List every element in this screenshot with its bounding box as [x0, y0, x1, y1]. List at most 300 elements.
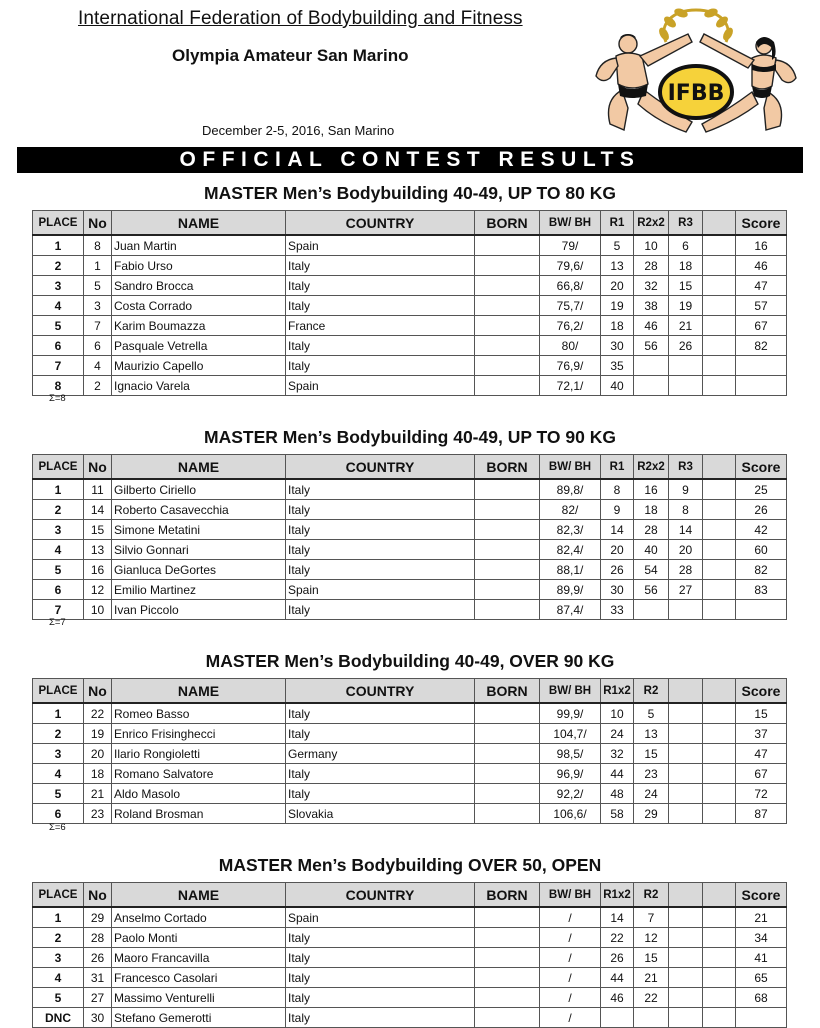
extra-cell [703, 1008, 736, 1028]
section-total-3: Σ=6 [49, 822, 66, 833]
table-row [33, 948, 787, 968]
born-cell [475, 724, 540, 744]
col-header: No [84, 679, 112, 704]
organization-title: International Federation of Bodybuilding and Fitness [78, 8, 523, 29]
name-cell: Roberto Casavecchia [112, 500, 286, 520]
table-header-row [33, 883, 787, 908]
col-header [703, 679, 736, 704]
round1-cell: 8 [601, 479, 634, 500]
round3-cell [669, 764, 703, 784]
col-header: R3 [669, 455, 703, 480]
table-row [33, 296, 787, 316]
round3-cell [669, 724, 703, 744]
country-cell: Italy [286, 356, 475, 376]
score-cell: 82 [736, 560, 787, 580]
name-cell: Maurizio Capello [112, 356, 286, 376]
score-cell: 57 [736, 296, 787, 316]
col-header: R2x2 [634, 455, 669, 480]
event-title: Olympia Amateur San Marino [172, 46, 409, 65]
extra-cell [703, 968, 736, 988]
name-cell: Ignacio Varela [112, 376, 286, 396]
round3-cell [669, 744, 703, 764]
score-cell: 21 [736, 907, 787, 928]
col-header: NAME [112, 211, 286, 236]
table-row [33, 744, 787, 764]
round3-cell: 26 [669, 336, 703, 356]
country-cell: Italy [286, 540, 475, 560]
score-cell: 83 [736, 580, 787, 600]
country-cell: Italy [286, 600, 475, 620]
born-cell [475, 276, 540, 296]
round2-cell [634, 600, 669, 620]
name-cell: Gianluca DeGortes [112, 560, 286, 580]
score-cell: 25 [736, 479, 787, 500]
section-title-3: MASTER Men’s Bodybuilding 40-49, OVER 90 KG [205, 651, 615, 671]
round1-cell: 5 [601, 235, 634, 256]
country-cell: Italy [286, 928, 475, 948]
col-header: Score [736, 883, 787, 908]
round3-cell [669, 948, 703, 968]
extra-cell [703, 276, 736, 296]
extra-cell [703, 580, 736, 600]
col-header: NAME [112, 455, 286, 480]
table-row [33, 540, 787, 560]
col-header [669, 679, 703, 704]
born-cell [475, 356, 540, 376]
score-cell: 37 [736, 724, 787, 744]
col-header: BORN [475, 211, 540, 236]
table-row [33, 256, 787, 276]
score-cell: 87 [736, 804, 787, 824]
extra-cell [703, 500, 736, 520]
number-cell: 28 [84, 928, 112, 948]
number-cell: 27 [84, 988, 112, 1008]
score-cell: 72 [736, 784, 787, 804]
bw-bh-cell: 92,2/ [540, 784, 601, 804]
place-cell: 7 [33, 600, 84, 620]
place-cell: 1 [33, 907, 84, 928]
round1-cell: 44 [601, 968, 634, 988]
section-title-4: MASTER Men’s Bodybuilding OVER 50, OPEN [218, 855, 602, 875]
round1-cell: 46 [601, 988, 634, 1008]
bw-bh-cell: 82,4/ [540, 540, 601, 560]
bw-bh-cell: 75,7/ [540, 296, 601, 316]
round3-cell [669, 600, 703, 620]
col-header: BW/ BH [540, 455, 601, 480]
number-cell: 3 [84, 296, 112, 316]
col-header: NAME [112, 679, 286, 704]
score-cell [736, 376, 787, 396]
table-row [33, 1008, 787, 1028]
name-cell: Ilario Rongioletti [112, 744, 286, 764]
round2-cell: 46 [634, 316, 669, 336]
bw-bh-cell: / [540, 907, 601, 928]
born-cell [475, 600, 540, 620]
col-header: NAME [112, 883, 286, 908]
name-cell: Enrico Frisinghecci [112, 724, 286, 744]
bw-bh-cell: / [540, 948, 601, 968]
country-cell: Italy [286, 948, 475, 968]
bw-bh-cell: 87,4/ [540, 600, 601, 620]
round1-cell: 26 [601, 560, 634, 580]
table-row [33, 479, 787, 500]
extra-cell [703, 316, 736, 336]
round2-cell: 16 [634, 479, 669, 500]
round2-cell [634, 1008, 669, 1028]
score-cell [736, 1008, 787, 1028]
table-row [33, 988, 787, 1008]
score-cell: 65 [736, 968, 787, 988]
bw-bh-cell: 79/ [540, 235, 601, 256]
section-title-2: MASTER Men’s Bodybuilding 40-49, UP TO 90 KG [204, 427, 616, 447]
section-total-1: Σ=8 [49, 393, 66, 404]
col-header: R3 [669, 211, 703, 236]
place-cell: 4 [33, 968, 84, 988]
born-cell [475, 764, 540, 784]
country-cell: Italy [286, 764, 475, 784]
round2-cell: 5 [634, 703, 669, 724]
table-row [33, 235, 787, 256]
extra-cell [703, 520, 736, 540]
born-cell [475, 804, 540, 824]
col-header [669, 883, 703, 908]
name-cell: Maoro Francavilla [112, 948, 286, 968]
score-cell: 67 [736, 764, 787, 784]
name-cell: Silvio Gonnari [112, 540, 286, 560]
name-cell: Fabio Urso [112, 256, 286, 276]
place-cell: 2 [33, 256, 84, 276]
round2-cell: 18 [634, 500, 669, 520]
born-cell [475, 907, 540, 928]
place-cell: 1 [33, 479, 84, 500]
country-cell: Italy [286, 968, 475, 988]
col-header: No [84, 883, 112, 908]
born-cell [475, 560, 540, 580]
round2-cell: 29 [634, 804, 669, 824]
round3-cell [669, 376, 703, 396]
name-cell: Romeo Basso [112, 703, 286, 724]
born-cell [475, 968, 540, 988]
round3-cell: 19 [669, 296, 703, 316]
round2-cell: 54 [634, 560, 669, 580]
table-header-row [33, 679, 787, 704]
number-cell: 11 [84, 479, 112, 500]
extra-cell [703, 235, 736, 256]
score-cell: 82 [736, 336, 787, 356]
country-cell: Italy [286, 336, 475, 356]
round2-cell: 13 [634, 724, 669, 744]
table-row [33, 356, 787, 376]
round3-cell: 20 [669, 540, 703, 560]
extra-cell [703, 479, 736, 500]
place-cell: 4 [33, 540, 84, 560]
bw-bh-cell: 104,7/ [540, 724, 601, 744]
col-header: R2x2 [634, 211, 669, 236]
round1-cell: 14 [601, 520, 634, 540]
place-cell: 4 [33, 296, 84, 316]
country-cell: Spain [286, 907, 475, 928]
round1-cell: 30 [601, 580, 634, 600]
round3-cell: 6 [669, 235, 703, 256]
place-cell: 5 [33, 316, 84, 336]
number-cell: 4 [84, 356, 112, 376]
bw-bh-cell: 89,9/ [540, 580, 601, 600]
extra-cell [703, 336, 736, 356]
score-cell [736, 356, 787, 376]
bw-bh-cell: 98,5/ [540, 744, 601, 764]
round1-cell: 30 [601, 336, 634, 356]
name-cell: Stefano Gemerotti [112, 1008, 286, 1028]
bw-bh-cell: 82,3/ [540, 520, 601, 540]
name-cell: Roland Brosman [112, 804, 286, 824]
col-header: R2 [634, 679, 669, 704]
born-cell [475, 316, 540, 336]
country-cell: Italy [286, 479, 475, 500]
col-header: BORN [475, 679, 540, 704]
name-cell: Francesco Casolari [112, 968, 286, 988]
extra-cell [703, 764, 736, 784]
section-title-1: MASTER Men’s Bodybuilding 40-49, UP TO 80 KG [204, 183, 616, 203]
table-row [33, 703, 787, 724]
ifbb-logo [588, 4, 804, 144]
place-cell: 3 [33, 948, 84, 968]
name-cell: Sandro Brocca [112, 276, 286, 296]
col-header: BW/ BH [540, 211, 601, 236]
logo-text: IFBB [667, 81, 725, 106]
round3-cell [669, 703, 703, 724]
place-cell: 3 [33, 744, 84, 764]
table-row [33, 276, 787, 296]
table-header-row [33, 211, 787, 236]
score-cell: 67 [736, 316, 787, 336]
score-cell: 15 [736, 703, 787, 724]
name-cell: Ivan Piccolo [112, 600, 286, 620]
country-cell: France [286, 316, 475, 336]
number-cell: 23 [84, 804, 112, 824]
extra-cell [703, 988, 736, 1008]
round3-cell [669, 784, 703, 804]
place-cell: 6 [33, 336, 84, 356]
round2-cell: 15 [634, 948, 669, 968]
born-cell [475, 928, 540, 948]
score-cell: 68 [736, 988, 787, 1008]
number-cell: 1 [84, 256, 112, 276]
country-cell: Italy [286, 276, 475, 296]
born-cell [475, 784, 540, 804]
number-cell: 22 [84, 703, 112, 724]
number-cell: 30 [84, 1008, 112, 1028]
country-cell: Italy [286, 256, 475, 276]
extra-cell [703, 600, 736, 620]
country-cell: Italy [286, 296, 475, 316]
place-cell: 2 [33, 500, 84, 520]
round1-cell: 24 [601, 724, 634, 744]
bw-bh-cell: 72,1/ [540, 376, 601, 396]
table-row [33, 580, 787, 600]
name-cell: Simone Metatini [112, 520, 286, 540]
born-cell [475, 948, 540, 968]
name-cell: Emilio Martinez [112, 580, 286, 600]
round2-cell: 10 [634, 235, 669, 256]
country-cell: Spain [286, 235, 475, 256]
extra-cell [703, 560, 736, 580]
number-cell: 5 [84, 276, 112, 296]
round2-cell: 38 [634, 296, 669, 316]
col-header: BW/ BH [540, 679, 601, 704]
table-row [33, 804, 787, 824]
number-cell: 7 [84, 316, 112, 336]
results-table-2 [32, 454, 787, 620]
place-cell: 8 [33, 376, 84, 396]
round2-cell: 28 [634, 256, 669, 276]
round3-cell: 15 [669, 276, 703, 296]
name-cell: Paolo Monti [112, 928, 286, 948]
round2-cell: 56 [634, 336, 669, 356]
extra-cell [703, 907, 736, 928]
col-header: Score [736, 455, 787, 480]
section-total-2: Σ=7 [49, 617, 66, 628]
col-header: COUNTRY [286, 679, 475, 704]
col-header: PLACE [33, 211, 84, 236]
bw-bh-cell: 106,6/ [540, 804, 601, 824]
round1-cell [601, 1008, 634, 1028]
col-header: R1x2 [601, 679, 634, 704]
round1-cell: 20 [601, 540, 634, 560]
born-cell [475, 376, 540, 396]
round2-cell: 32 [634, 276, 669, 296]
col-header: COUNTRY [286, 211, 475, 236]
col-header: COUNTRY [286, 455, 475, 480]
place-cell: 5 [33, 560, 84, 580]
col-header [703, 455, 736, 480]
round3-cell: 9 [669, 479, 703, 500]
score-cell: 46 [736, 256, 787, 276]
round1-cell: 48 [601, 784, 634, 804]
born-cell [475, 580, 540, 600]
number-cell: 29 [84, 907, 112, 928]
round1-cell: 35 [601, 356, 634, 376]
bw-bh-cell: 66,8/ [540, 276, 601, 296]
round1-cell: 26 [601, 948, 634, 968]
round2-cell: 12 [634, 928, 669, 948]
round1-cell: 18 [601, 316, 634, 336]
bw-bh-cell: 96,9/ [540, 764, 601, 784]
place-cell: 2 [33, 724, 84, 744]
table-row [33, 907, 787, 928]
country-cell: Germany [286, 744, 475, 764]
results-table-4 [32, 882, 787, 1028]
table-row [33, 316, 787, 336]
round2-cell: 22 [634, 988, 669, 1008]
round3-cell [669, 907, 703, 928]
score-cell: 41 [736, 948, 787, 968]
event-date: December 2-5, 2016, San Marino [202, 123, 395, 138]
extra-cell [703, 376, 736, 396]
col-header: R1x2 [601, 883, 634, 908]
name-cell: Karim Boumazza [112, 316, 286, 336]
place-cell: 1 [33, 703, 84, 724]
table-row [33, 784, 787, 804]
round2-cell [634, 376, 669, 396]
round1-cell: 58 [601, 804, 634, 824]
col-header: BW/ BH [540, 883, 601, 908]
col-header: No [84, 455, 112, 480]
number-cell: 2 [84, 376, 112, 396]
place-cell: 7 [33, 356, 84, 376]
number-cell: 18 [84, 764, 112, 784]
col-header [703, 211, 736, 236]
round3-cell: 27 [669, 580, 703, 600]
name-cell: Anselmo Cortado [112, 907, 286, 928]
bw-bh-cell: 76,2/ [540, 316, 601, 336]
round2-cell: 21 [634, 968, 669, 988]
place-cell: 2 [33, 928, 84, 948]
round1-cell: 19 [601, 296, 634, 316]
table-row [33, 560, 787, 580]
number-cell: 13 [84, 540, 112, 560]
bw-bh-cell: 88,1/ [540, 560, 601, 580]
col-header: COUNTRY [286, 883, 475, 908]
score-cell: 26 [736, 500, 787, 520]
round2-cell: 40 [634, 540, 669, 560]
bw-bh-cell: 89,8/ [540, 479, 601, 500]
number-cell: 8 [84, 235, 112, 256]
round3-cell: 21 [669, 316, 703, 336]
extra-cell [703, 356, 736, 376]
bw-bh-cell: 99,9/ [540, 703, 601, 724]
round3-cell: 28 [669, 560, 703, 580]
round1-cell: 33 [601, 600, 634, 620]
extra-cell [703, 703, 736, 724]
place-cell: 5 [33, 784, 84, 804]
place-cell: DNC [33, 1008, 84, 1028]
number-cell: 20 [84, 744, 112, 764]
round3-cell [669, 1008, 703, 1028]
score-cell: 47 [736, 276, 787, 296]
round1-cell: 20 [601, 276, 634, 296]
name-cell: Gilberto Ciriello [112, 479, 286, 500]
bw-bh-cell: 82/ [540, 500, 601, 520]
round2-cell: 7 [634, 907, 669, 928]
round1-cell: 14 [601, 907, 634, 928]
number-cell: 21 [84, 784, 112, 804]
country-cell: Italy [286, 1008, 475, 1028]
number-cell: 16 [84, 560, 112, 580]
extra-cell [703, 928, 736, 948]
bw-bh-cell: / [540, 988, 601, 1008]
bw-bh-cell: / [540, 928, 601, 948]
place-cell: 3 [33, 520, 84, 540]
place-cell: 6 [33, 804, 84, 824]
table-row [33, 764, 787, 784]
table-row [33, 520, 787, 540]
name-cell: Aldo Masolo [112, 784, 286, 804]
round3-cell [669, 928, 703, 948]
round3-cell [669, 356, 703, 376]
col-header: PLACE [33, 679, 84, 704]
country-cell: Italy [286, 703, 475, 724]
results-table-3 [32, 678, 787, 824]
name-cell: Romano Salvatore [112, 764, 286, 784]
number-cell: 12 [84, 580, 112, 600]
col-header: R1 [601, 211, 634, 236]
extra-cell [703, 948, 736, 968]
table-header-row [33, 455, 787, 480]
bw-bh-cell: / [540, 968, 601, 988]
bw-bh-cell: / [540, 1008, 601, 1028]
number-cell: 19 [84, 724, 112, 744]
score-cell [736, 600, 787, 620]
